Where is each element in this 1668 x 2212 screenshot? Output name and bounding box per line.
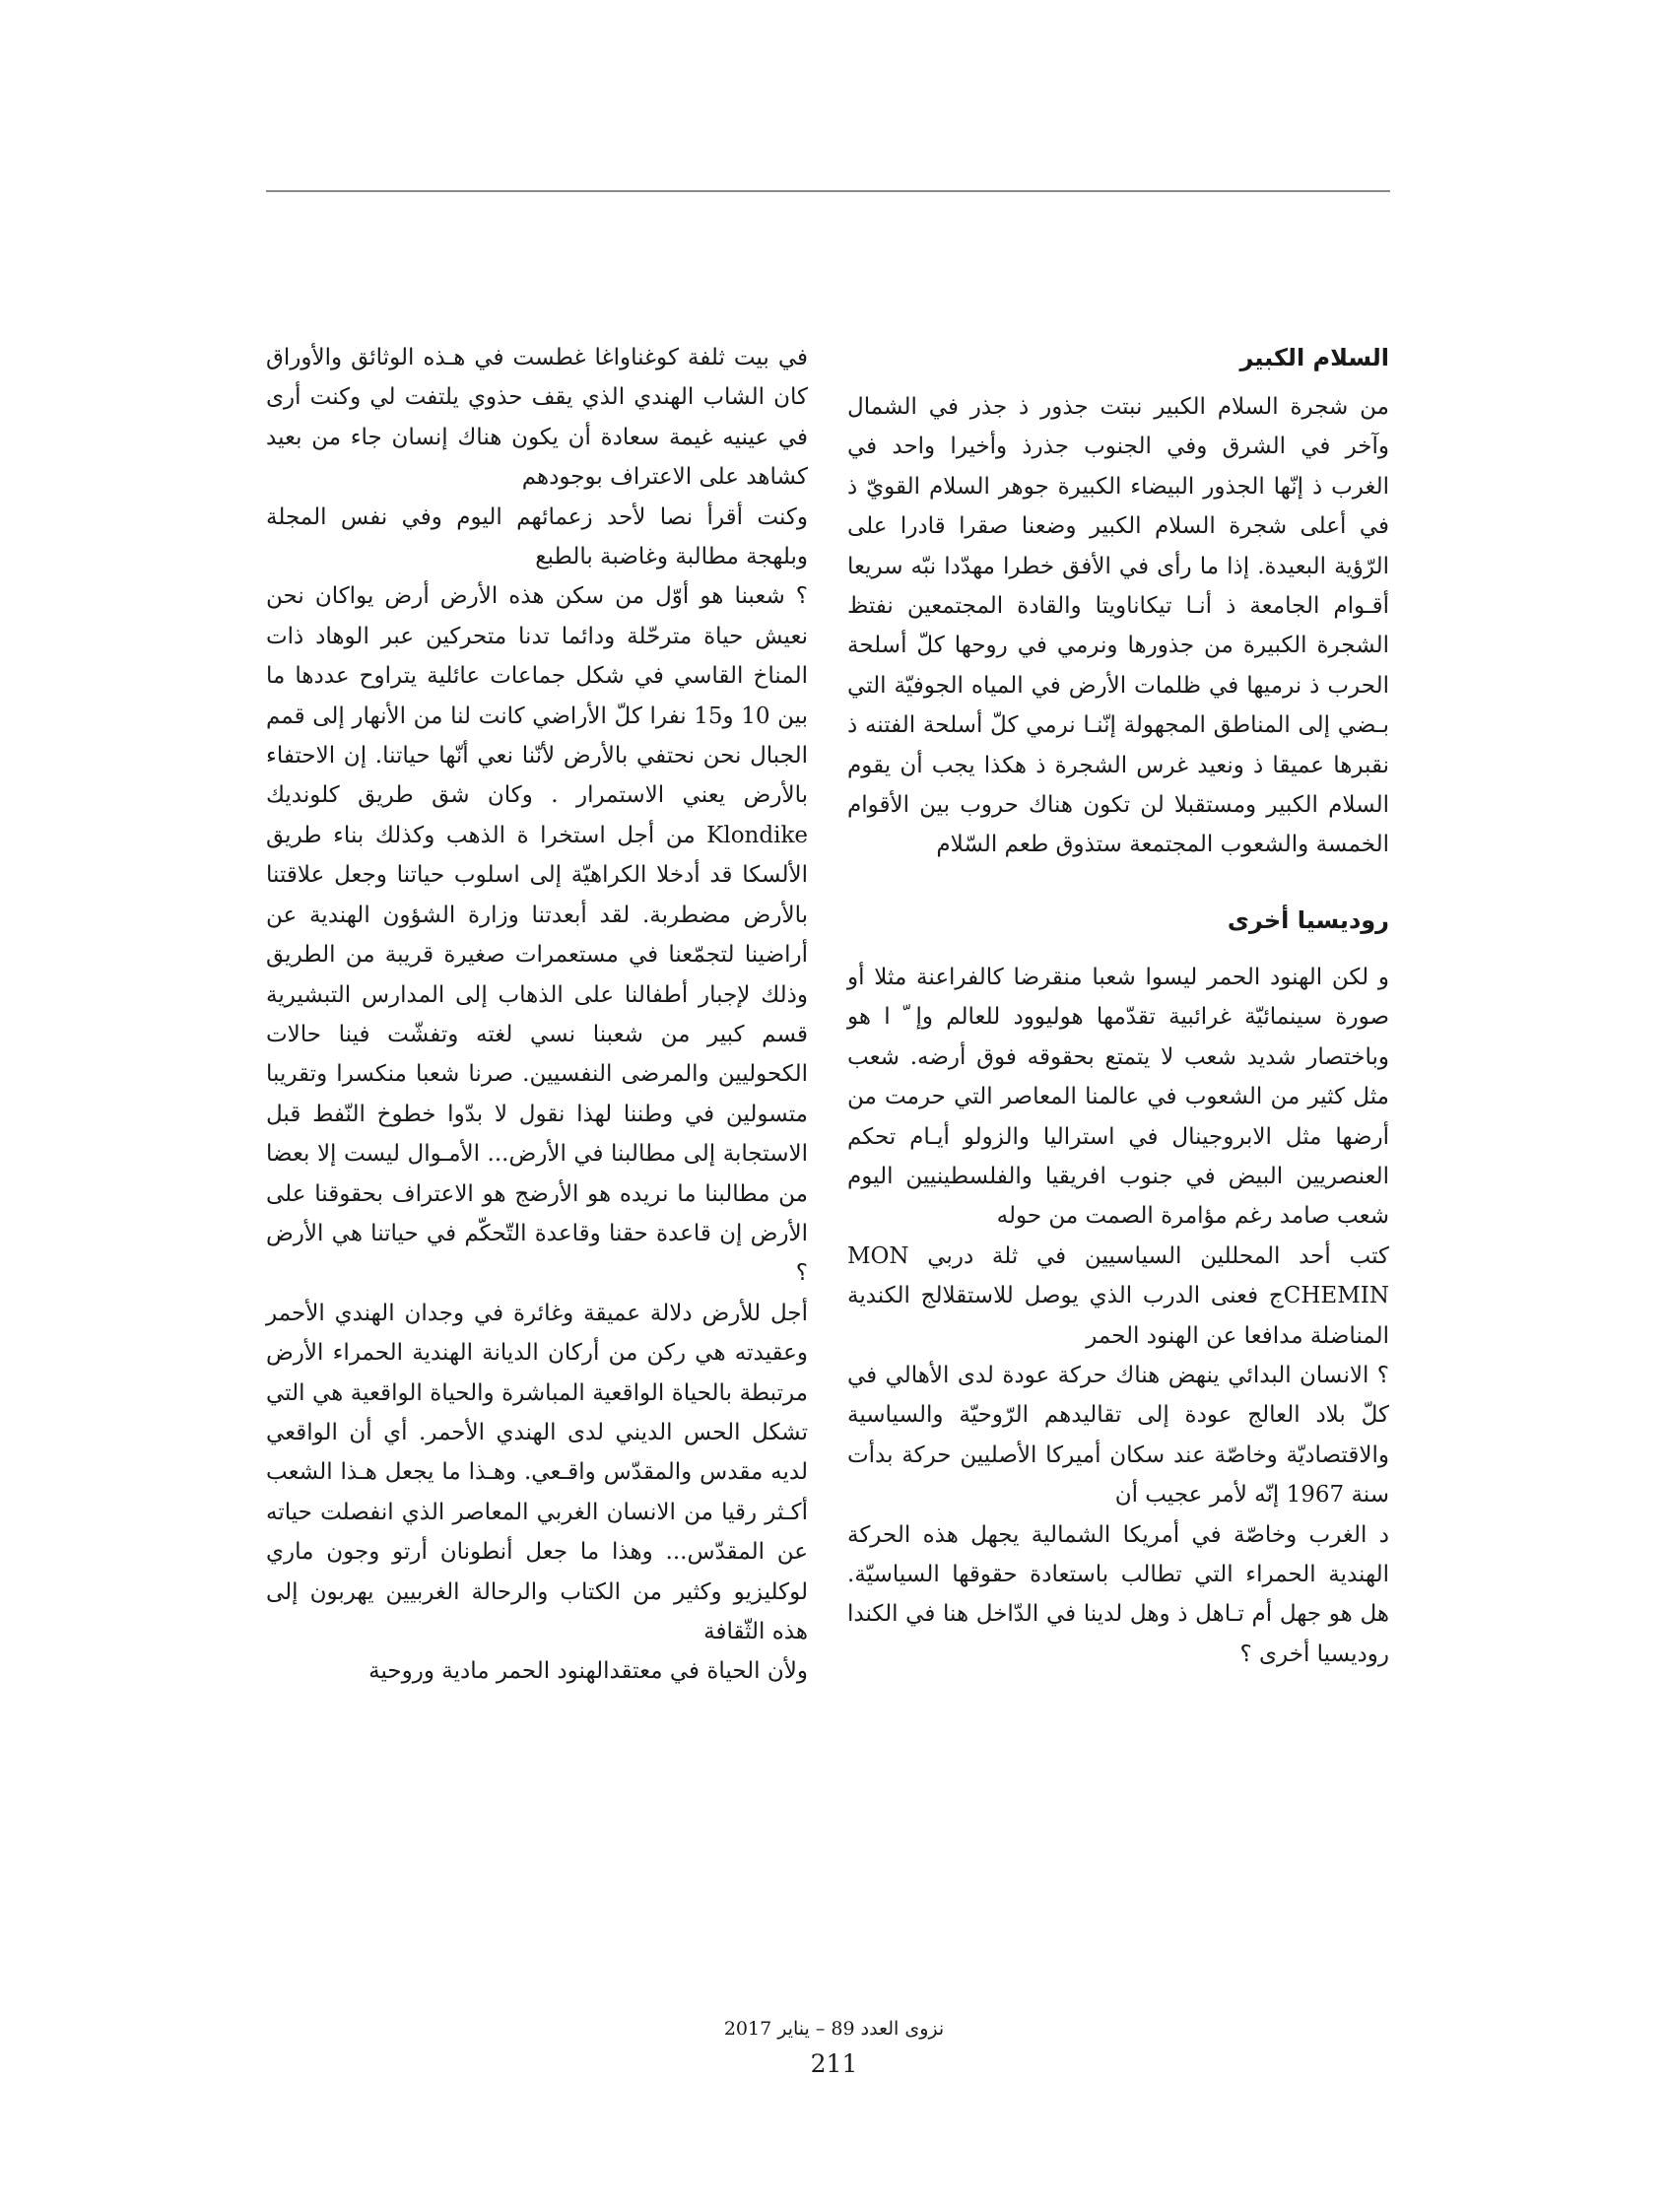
paragraph: وكنت أقرأ نصا لأحد زعمائهم اليوم وفي نفس المجلة وبلهجة مطالبة وغاضبة بالطبع: [266, 503, 808, 570]
paragraph: ؟ شعبنا هو أوّل من سكن هذه الأرض أرض يواكان نحن نعيش حياة مترحّلة ودائما تدنا متحركين عبر الوهاد ذات المناخ القاسي في شكل جماعات عائلية يتراوح عددها ما بين 10 و15 نفرا كلّ الأراضي كانت لنا من الأنهار إلى قمم الجبال نحن نحتفي بالأرض لأنّنا نعي أنّها حياتنا. إن الاحتفاء بالأرض يعني الاستمرار . وكان شق طريق كلونديك Klondike من أجل استخرا ة الذهب وكذلك بناء طريق الألسكا قد أدخلا الكراهيّة إلى اسلوب حياتنا وجعل علاقتنا بالأرض مضطربة. لقد أبعدتنا وزارة الشؤون الهندية عن أراضينا لتجمّعنا في مستعمرات صغيرة قريبة من الطريق وذلك لإجبار أطفالنا على الذهاب إلى المدارس التبشيرية قسم كبير من شعبنا نسي لغته وتفشّت فينا حالات الكحوليين والمرضى النفسيين. صرنا شعبا منكسرا وتقريبا متسولين في وطننا لهذا نقول لا بدّوا خطوخ النّفط قبل الاستجابة إلى مطالبنا في الأرض... الأمـوال ليست إلا بعضا من مطالبنا ما نريده هو الأرضج هو الاعتراف بحقوقنا على الأرض إن قاعدة حقنا وقاعدة التّحكّم في حياتنا هي الأرض ؟: [266, 583, 808, 1287]
paragraph: في بيت ثلفة كوغناواغا غطست في هـذه الوثائق والأوراق كان الشاب الهندي الذي يقف حذوي يلتفت لي وكنت أرى في عينيه غيمة سعادة أن يكون هناك إنسان جاء من بعيد كشاهد على الاعتراف بوجودهم: [266, 345, 808, 491]
section-heading-another-rhodesia: روديسيا أخرى: [1227, 905, 1389, 934]
paragraph: و لكن الهنود الحمر ليسوا شعبا منقرضا كالفراعنة مثلا أو صورة سينمائيّة غرائبية تقدّمها هوليوود للعالم وإ ّ ا هو وباختصار شديد شعب لا يتمتع بحقوقه فوق أرضه. شعب مثل كثير من الشعوب في عالمنا المعاصر التي حرمت من أرضها مثل الابروجينال في استراليا والزولو أيـام تحكم العنصريين البيض في جنوب افريقيا والفلسطينيين اليوم شعب صامد رغم مؤامرة الصمت من حوله: [847, 964, 1389, 1230]
footer-issue-info: نزوى العدد 89 – يناير 2017: [723, 2018, 945, 2040]
paragraph: من شجرة السلام الكبير نبتت جذور ذ جذر في الشمال وآخر في الشرق وفي الجنوب جذرذ وأخيرا واحد في الغرب ذ إنّها الجذور البيضاء الكبيرة جوهر السلام القويّ ذ في أعلى شجرة السلام الكبير وضعنا صقرا قادرا على الرّؤية البعيدة. إذا ما رأى في الأفق خطرا مهدّدا نبّه سريعا أقـوام الجامعة ذ أنـا تيكاناويتا والقادة المجتمعين نفتظ الشجرة الكبيرة من جذورها ونرمي في روحها كلّ أسلحة الحرب ذ نرميها في ظلمات الأرض في المياه الجوفيّة التي بـضي إلى المناطق المجهولة إنّنـا نرمي كلّ أسلحة الفتنه ذ نقبرها عميقا ذ ونعيد غرس الشجرة ذ هكذا يجب أن يقوم السلام الكبير ومستقبلا لن تكون هناك حروب بين الأقوام الخمسة والشعوب المجتمعة ستذوق طعم السّلام: [847, 394, 1389, 858]
page-number: 211: [810, 2049, 858, 2078]
paragraph: د الغرب وخاصّة في أمريكا الشمالية يجهل هذه الحركة الهندية الحمراء التي تطالب باستعادة حقوقها السياسيّة. هل هو جهل أم تـاهل ذ وهل لدينا في الدّاخل هنا في الكندا روديسيا أخرى ؟: [847, 1521, 1389, 1667]
paragraph: ولأن الحياة في معتقدالهنود الحمر مادية وروحية: [368, 1658, 808, 1685]
paragraph: أجل للأرض دلالة عميقة وغائرة في وجدان الهندي الأحمر وعقيدته هي ركن من أركان الديانة الهندية الحمراء الأرض مرتبطة بالحياة الواقعية المباشرة والحياة الواقعية هي التي تشكل الحس الديني لدى الهندي الأحمر. أي أن الواقعي لديه مقدس والمقدّس واقـعي. وهـذا ما يجعل هـذا الشعب أكـثر رقيا من الانسان الغربي المعاصر الذي انفصلت حياته عن المقدّس... وهذا ما جعل أنطونان أرتو وجون ماري لوكليزيو وكثير من الكتاب والرحالة الغربيين يهربون إلى هذه الثّقافة: [266, 1300, 808, 1644]
right-column: [847, 338, 1389, 1674]
paragraph: كتب أحد المحللين السياسيين في ثلة دربي MON CHEMINج فعنى الدرب الذي يوصل للاستقلالج الكندية المناضلة مدافعا عن الهنود الحمر: [847, 1242, 1389, 1349]
left-column: [266, 338, 808, 1692]
section-heading-great-peace: السلام الكبير: [1239, 344, 1389, 371]
paragraph: ؟ الانسان البدائي ينهض هناك حركة عودة لدى الأهالي في كلّ بلاد العالج عودة إلى تقاليدهم الرّوحيّة والسياسية والاقتصاديّة وخاصّة عند سكان أميركا الأصليين حركة بدأت سنة 1967 إنّه لأمر عجيب أن: [847, 1362, 1389, 1508]
header-rule: [266, 190, 1390, 192]
